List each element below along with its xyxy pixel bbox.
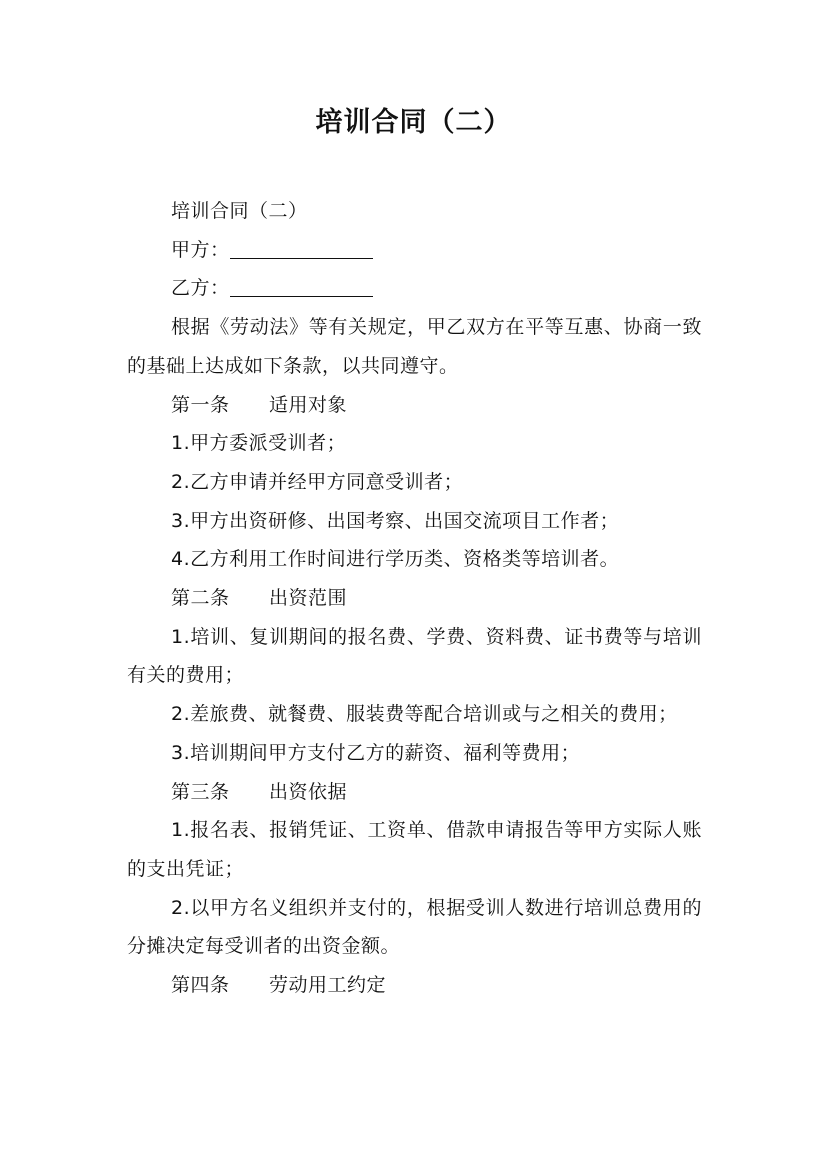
document-title: 培训合同（二）	[315, 107, 512, 138]
article-1-item-1: 1.甲方委派受训者；	[171, 432, 347, 455]
article-2-item-1: 1.培训、复训期间的报名费、学费、资料费、证书费等与培训有关的费用；	[127, 625, 702, 687]
article-1-item-3: 3.甲方出资研修、出国考察、出国交流项目工作者；	[171, 509, 620, 532]
party-a-label: 甲方：	[171, 238, 230, 261]
party-a-blank	[230, 234, 373, 259]
article-3-item-2: 2.以甲方名义组织并支付的，根据受训人数进行培训总费用的分摊决定每受训者的出资金额。	[127, 896, 702, 958]
party-b-label: 乙方：	[171, 277, 230, 300]
document-body	[127, 192, 702, 1005]
preamble-paragraph: 根据《劳动法》等有关规定，甲乙双方在平等互惠、协商一致的基础上达成如下条款，以共同遵守。	[127, 316, 702, 377]
article-2-item-3: 3.培训期间甲方支付乙方的薪资、福利等费用；	[171, 741, 581, 764]
article-3-heading	[127, 773, 702, 812]
article-1-item-4: 4.乙方利用工作时间进行学历类、资格类等培训者。	[171, 548, 620, 571]
article-3-title: 出资依据	[269, 780, 348, 803]
article-2-number: 第二条	[171, 587, 230, 610]
article-4-title: 劳动用工约定	[269, 974, 387, 997]
party-a-line	[127, 231, 702, 270]
party-b-line	[127, 269, 702, 308]
article-1-item-2: 2.乙方申请并经甲方同意受训者；	[171, 470, 464, 493]
article-1-number: 第一条	[171, 393, 230, 416]
party-b-blank	[230, 272, 373, 297]
article-2-heading	[127, 579, 702, 618]
article-3-item-1: 1.报名表、报销凭证、工资单、借款申请报告等甲方实际人账的支出凭证；	[127, 819, 702, 880]
article-4-heading	[127, 966, 702, 1005]
article-1-heading	[127, 386, 702, 425]
article-3-number: 第三条	[171, 780, 230, 803]
article-4-number: 第四条	[171, 974, 230, 997]
contract-subtitle: 培训合同（二）	[171, 200, 308, 222]
article-2-item-2: 2.差旅费、就餐费、服装费等配合培训或与之相关的费用；	[171, 703, 678, 726]
article-1-title: 适用对象	[269, 393, 348, 416]
article-2-title: 出资范围	[269, 587, 348, 610]
